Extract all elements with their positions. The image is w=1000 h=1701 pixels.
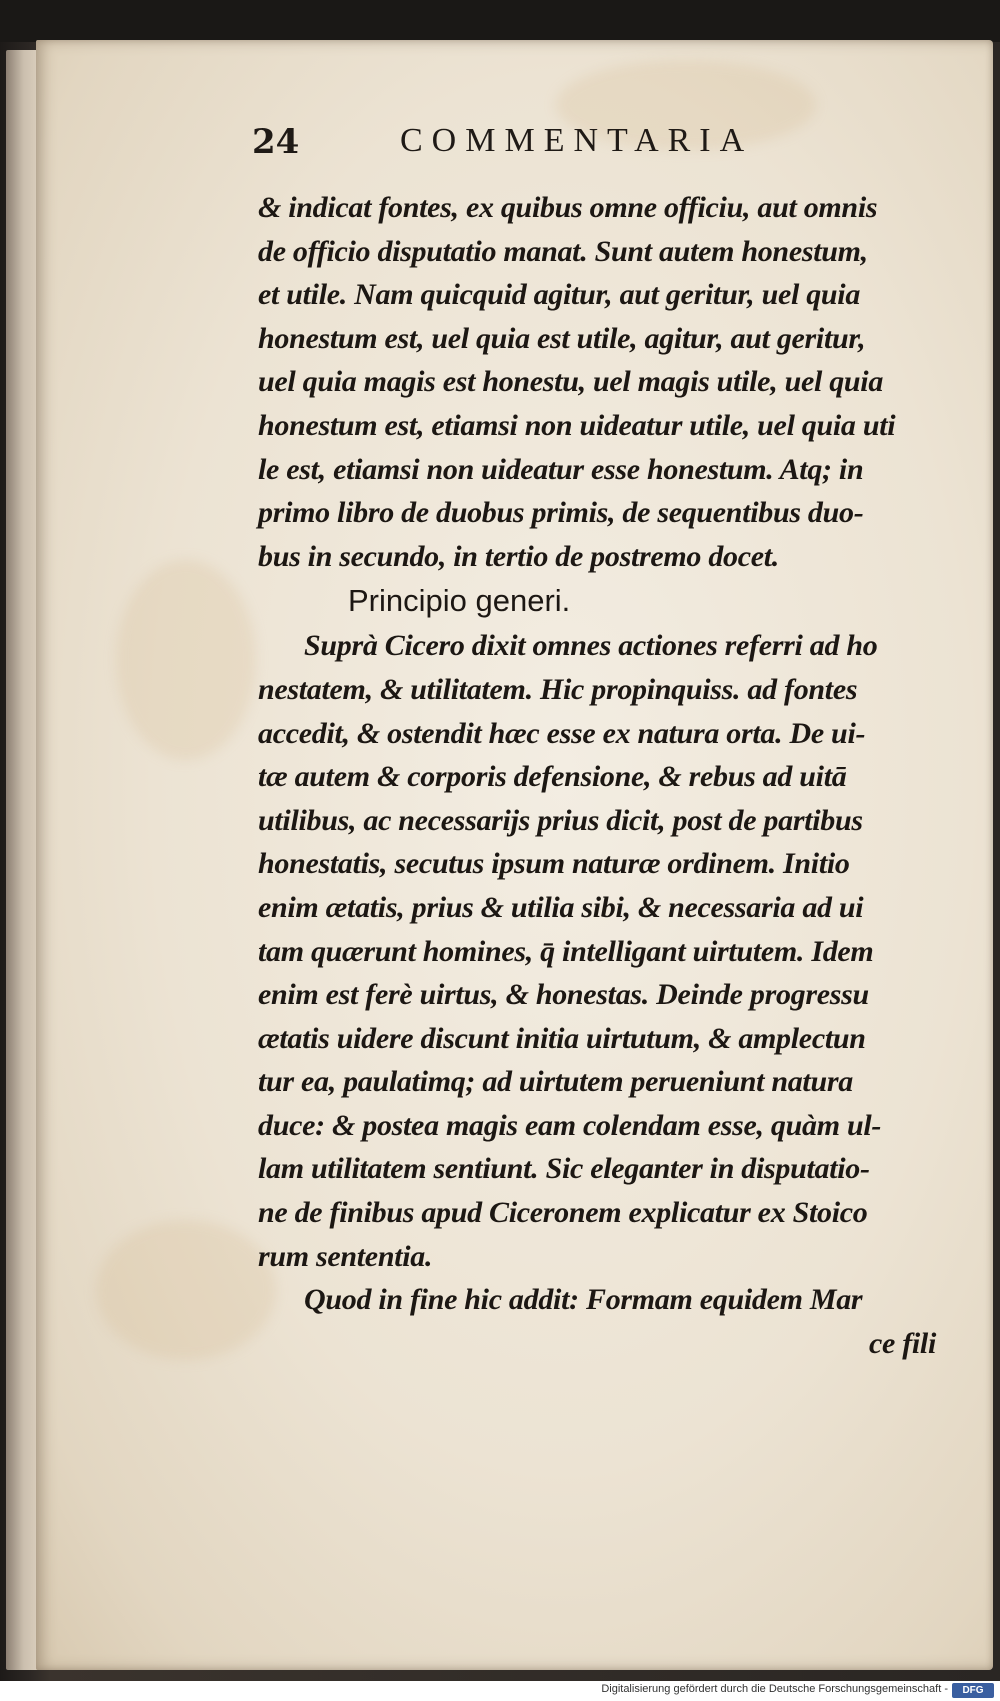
text-line: Quod in fine hic addit: Formam equidem Mar (304, 1283, 863, 1317)
running-title: COMMENTARIA (400, 122, 754, 159)
text-line: honestum est, etiamsi non uideatur utile, uel quia uti (258, 408, 896, 442)
text-line: et utile. Nam quicquid agitur, aut geritur, uel quia (258, 278, 861, 312)
text-line: lam utilitatem sentiunt. Sic eleganter in disputatio- (258, 1152, 870, 1186)
page-number: 24 (252, 122, 300, 162)
paper-stain (116, 560, 256, 760)
text-line: enim ætatis, prius & utilia sibi, & necessaria ad ui (258, 890, 864, 924)
paper-stain (96, 1220, 276, 1360)
text-line: enim est ferè uirtus, & honestas. Deinde progressu (258, 978, 869, 1012)
text-line: utilibus, ac necessarijs prius dicit, post de partibus (258, 803, 863, 837)
text-line: Suprà Cicero dixit omnes actiones referri ad ho (304, 629, 878, 663)
text-line: le est, etiamsi non uideatur esse honestum. Atq; in (258, 452, 864, 486)
funding-credit: Digitalisierung gefördert durch die Deutsche Forschungsgemeinschaft - (601, 1683, 948, 1695)
section-heading: Principio generi. (348, 583, 571, 619)
text-line: rum sententia. (258, 1239, 433, 1273)
text-line: primo libro de duobus primis, de sequentibus duo- (258, 496, 864, 530)
catchword: ce fili (868, 1326, 936, 1360)
text-line: ætatis uidere discunt initia uirtutum, & amplectun (258, 1021, 866, 1055)
text-line: de officio disputatio manat. Sunt autem honestum, (258, 234, 868, 268)
text-line: honestum est, uel quia est utile, agitur, aut geritur, (258, 321, 866, 355)
digitization-footer (0, 1681, 1000, 1701)
text-line: honestatis, secutus ipsum naturæ ordinem. Initio (258, 847, 850, 881)
text-line: ne de finibus apud Ciceronem explicatur ex Stoico (258, 1196, 868, 1230)
text-line: bus in secundo, in tertio de postremo docet. (258, 539, 779, 573)
dfg-logo: DFG (952, 1683, 994, 1698)
running-head (252, 118, 912, 170)
text-line: & indicat fontes, ex quibus omne officiu, aut omnis (258, 191, 878, 224)
text-line: duce: & postea magis eam colendam esse, quàm ul- (258, 1108, 882, 1142)
text-line: accedit, & ostendit hæc esse ex natura orta. De ui- (258, 716, 866, 750)
scanner-top-band (0, 0, 1000, 42)
text-line: tam quærunt homines, q̄ intelligant uirtutem. Idem (258, 934, 874, 968)
text-line: nestatem, & utilitatem. Hic propinquiss. ad fontes (258, 672, 858, 706)
text-line: tæ autem & corporis defensione, & rebus ad uitā (258, 760, 847, 794)
text-line: tur ea, paulatimq; ad uirtutem perueniunt natura (258, 1065, 853, 1099)
text-line: uel quia magis est honestu, uel magis utile, uel quia (258, 365, 884, 399)
main-text (258, 186, 938, 1365)
